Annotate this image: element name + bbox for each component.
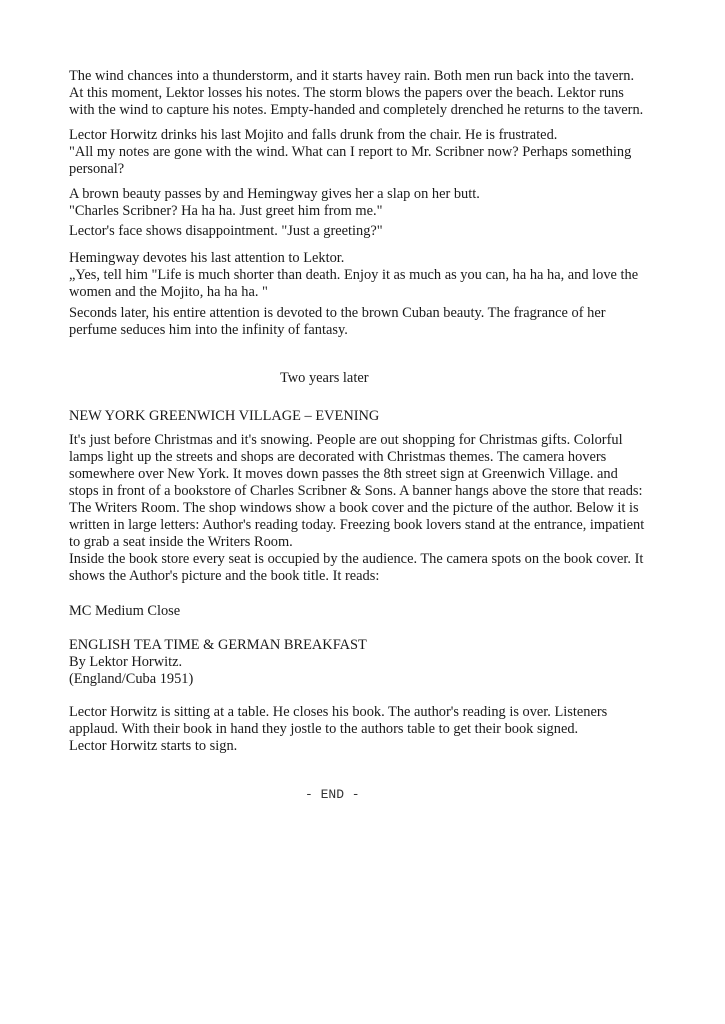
paragraph-storm	[69, 68, 659, 119]
paragraph-signing	[69, 704, 659, 755]
text-line: "Charles Scribner? Ha ha ha. Just greet him from me."	[69, 203, 383, 219]
text-line: with the wind to capture his notes. Empty-handed and completely drenched he returns to the tavern.	[69, 102, 644, 118]
text-line: applaud. With their book in hand they jostle to the authors table to get their book signed.	[69, 721, 579, 737]
text-line: personal?	[69, 161, 125, 177]
end-marker: - END -	[305, 787, 360, 802]
paragraph-disappointment	[69, 223, 659, 240]
text-line: perfume seduces him into the infinity of fantasy.	[69, 322, 348, 338]
text-line: It's just before Christmas and it's snowing. People are out shopping for Christmas gifts. Colorful	[69, 432, 623, 448]
text-line: Lector's face shows disappointment. "Just a greeting?"	[69, 223, 383, 239]
text-line: NEW YORK GREENWICH VILLAGE – EVENING	[69, 408, 380, 424]
text-line: (England/Cuba 1951)	[69, 671, 194, 687]
paragraph-drunk	[69, 127, 659, 178]
text-line: Seconds later, his entire attention is devoted to the brown Cuban beauty. The fragrance of her	[69, 305, 606, 321]
text-line: Lector Horwitz starts to sign.	[69, 738, 238, 754]
paragraph-attention	[69, 250, 659, 301]
text-line: stops in front of a bookstore of Charles Scribner & Sons. A banner hangs above the store that reads:	[69, 483, 643, 499]
shot-direction	[69, 603, 659, 620]
text-line: Hemingway devotes his last attention to Lektor.	[69, 250, 345, 266]
text-line: MC Medium Close	[69, 603, 181, 619]
scene-heading	[69, 408, 659, 425]
text-line: ENGLISH TEA TIME & GERMAN BREAKFAST	[69, 637, 367, 653]
text-line: „Yes, tell him "Life is much shorter than death. Enjoy it as much as you can, ha ha ha, and love the	[69, 267, 639, 283]
text-line: Lector Horwitz drinks his last Mojito and falls drunk from the chair. He is frustrated.	[69, 127, 558, 143]
text-line: The Writers Room. The shop windows show a book cover and the picture of the author. Below it is	[69, 500, 639, 516]
text-line: Lector Horwitz is sitting at a table. He closes his book. The author's reading is over. Listeners	[69, 704, 608, 720]
text-line: A brown beauty passes by and Hemingway gives her a slap on her butt.	[69, 186, 480, 202]
text-line: Inside the book store every seat is occupied by the audience. The camera spots on the book cover. It	[69, 551, 644, 567]
transition-text: Two years later	[280, 370, 369, 386]
text-line: At this moment, Lektor losses his notes. The storm blows the papers over the beach. Lektor runs	[69, 85, 624, 101]
text-line: "All my notes are gone with the wind. What can I report to Mr. Scribner now? Perhaps something	[69, 144, 632, 160]
text-line: shows the Author's picture and the book title. It reads:	[69, 568, 380, 584]
paragraph-seconds-later	[69, 305, 659, 339]
text-line: to grab a seat inside the Writers Room.	[69, 534, 293, 550]
text-line: The wind chances into a thunderstorm, and it starts havey rain. Both men run back into the tavern.	[69, 68, 635, 84]
text-line: lamps light up the streets and shops are decorated with Christmas themes. The camera hovers	[69, 449, 607, 465]
text-line: written in large letters: Author's reading today. Freezing book lovers stand at the entrance, impatient	[69, 517, 645, 533]
book-title-block	[69, 637, 659, 688]
paragraph-beauty	[69, 186, 659, 220]
text-line: somewhere over New York. It moves down passes the 8th street sign at Greenwich Village. and	[69, 466, 618, 482]
paragraph-christmas	[69, 432, 659, 585]
text-line: By Lektor Horwitz.	[69, 654, 183, 670]
text-line: women and the Mojito, ha ha ha. "	[69, 284, 268, 300]
